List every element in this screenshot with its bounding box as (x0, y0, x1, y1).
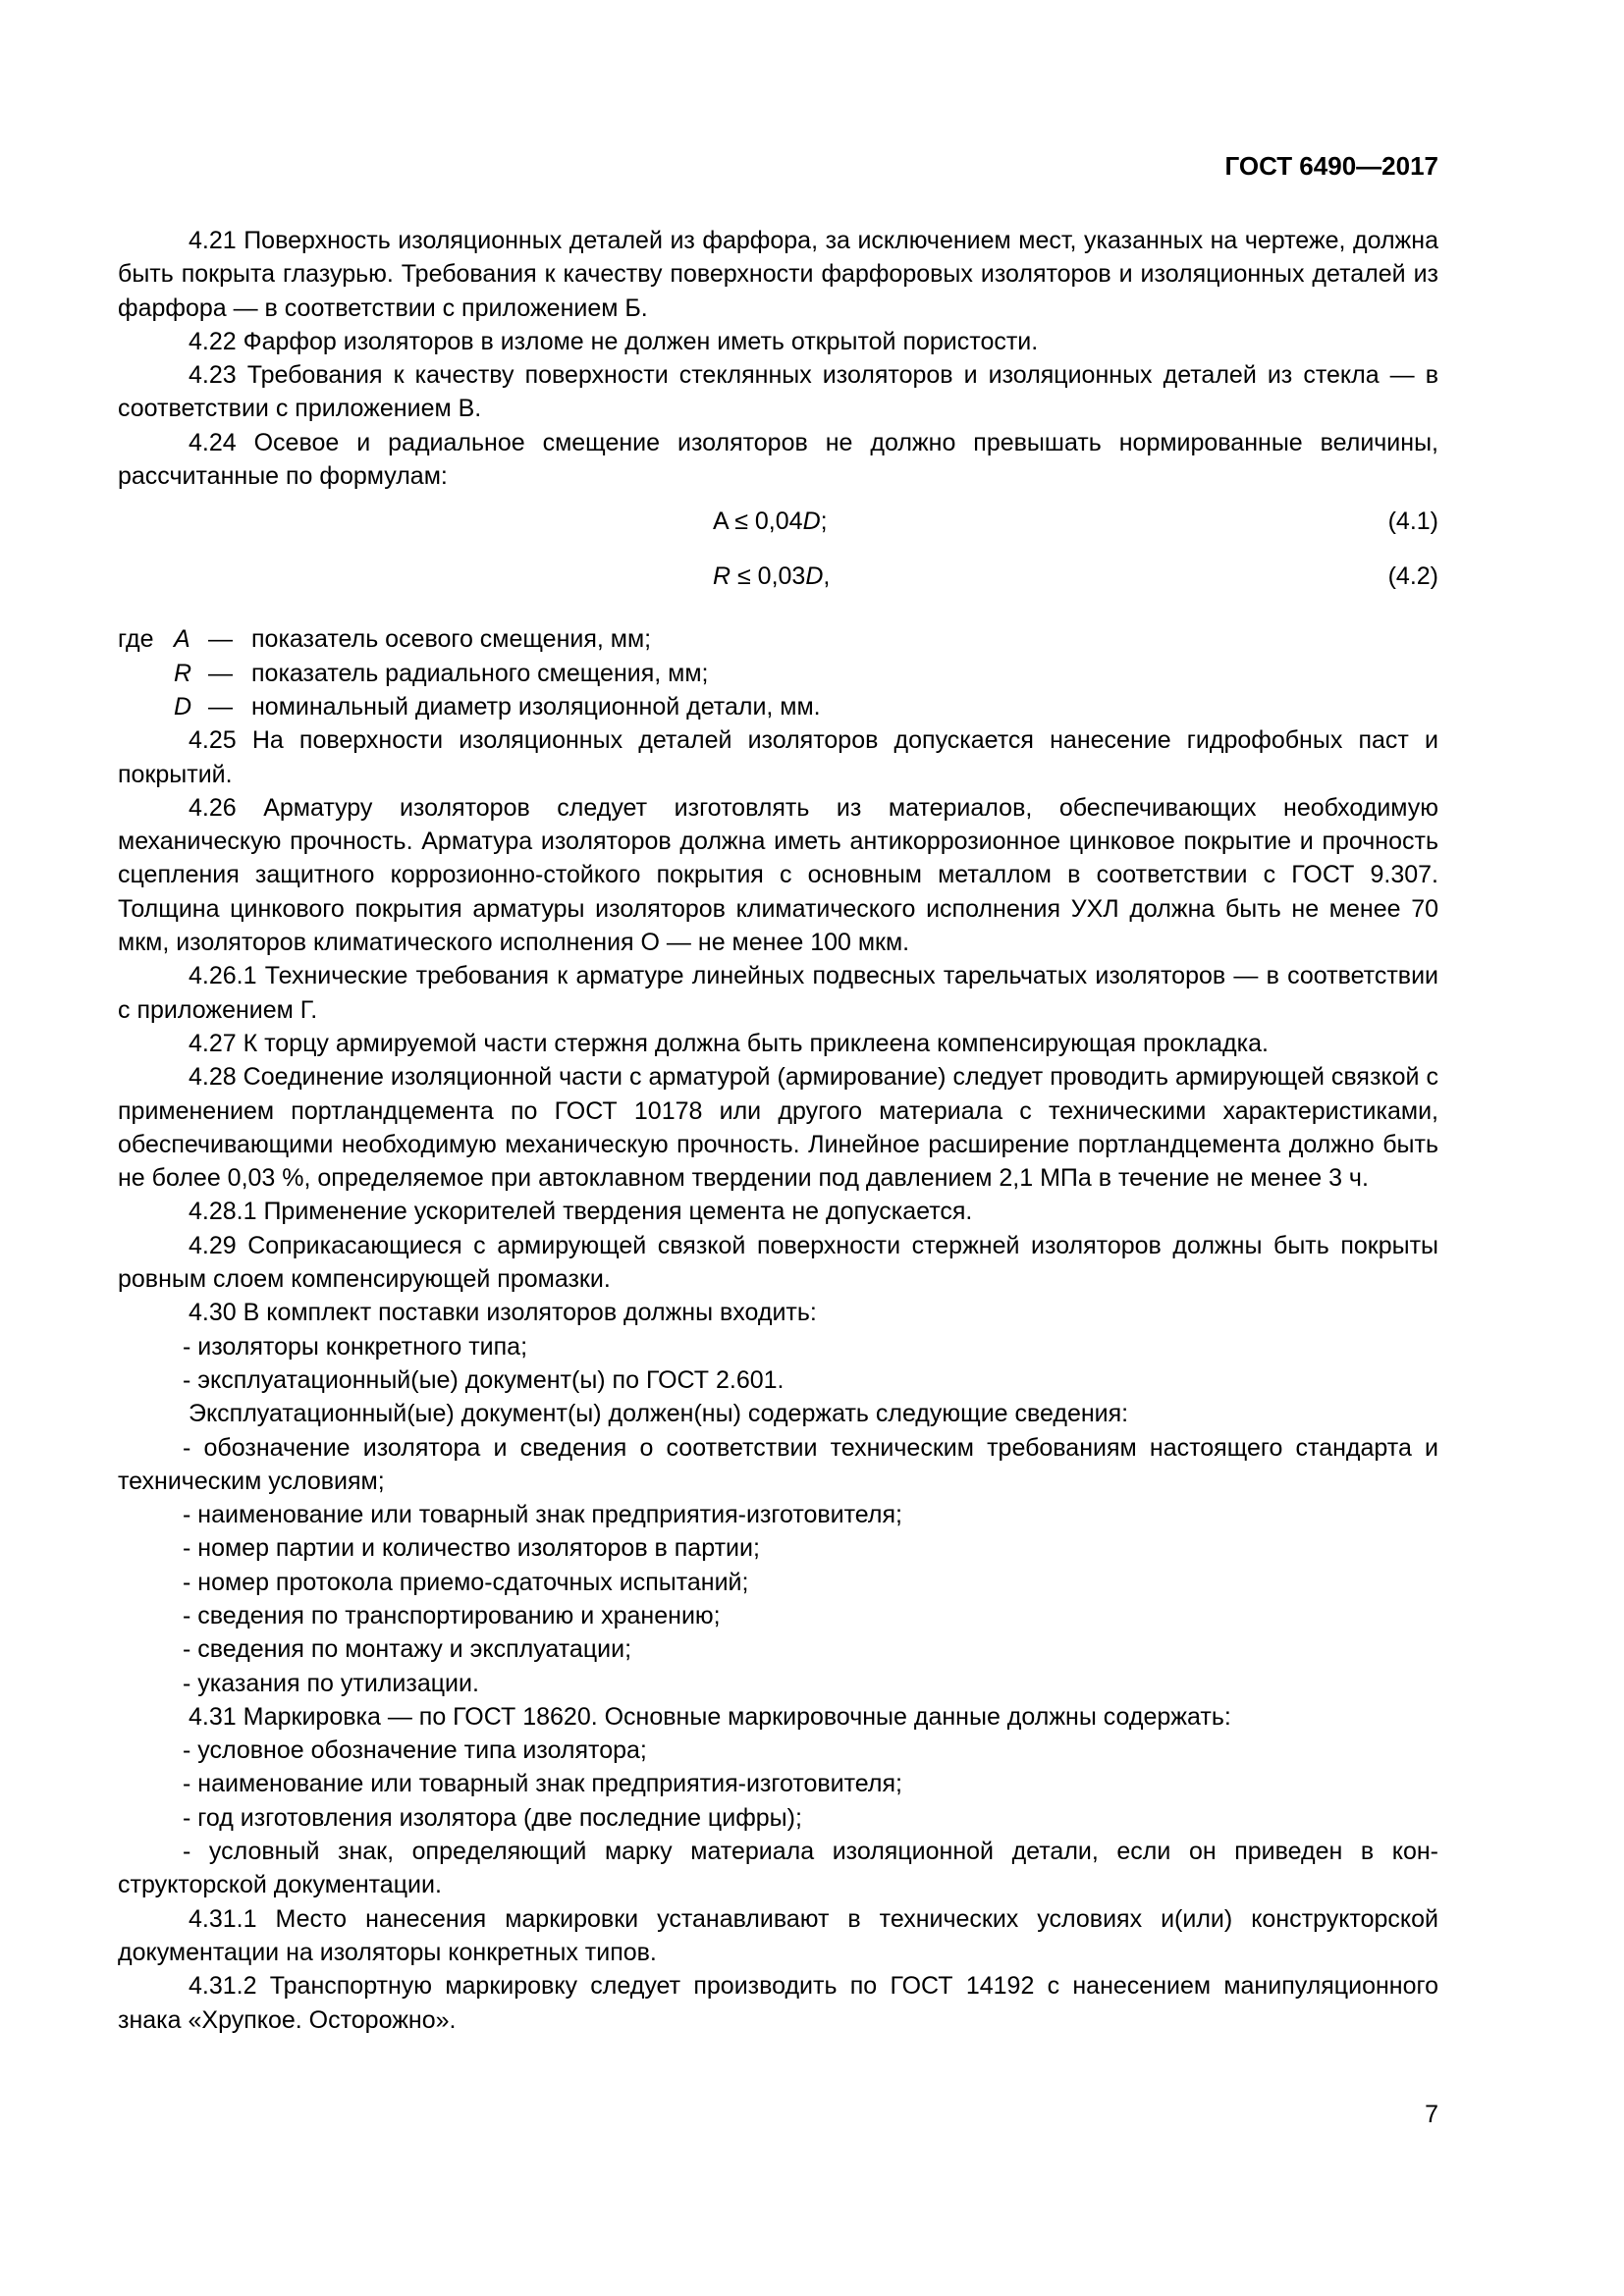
list-item: - наименование или товарный знак предприятия-изготовителя; (183, 1770, 902, 1798)
paragraph-4-22: 4.22 Фарфор изоляторов в изломе не должен иметь открытой пористости. (189, 327, 1039, 355)
where-dash: — (208, 659, 233, 687)
paragraph-4-31: 4.31 Маркировка — по ГОСТ 18620. Основные маркировочные данные должны содержать: (189, 1702, 1231, 1731)
where-description: номинальный диаметр изоляционной детали, мм. (251, 692, 821, 721)
list-item: - указания по утилизации. (183, 1669, 479, 1697)
list-item: - эксплуатационный(ые) документ(ы) по ГОСТ 2.601. (183, 1365, 785, 1394)
formula-expression: A ≤ 0,04D; (713, 507, 828, 536)
paragraph-4-28: 4.28 Соединение изоляционной части с арматурой (армирование) следует проводить армирующей связкой с применением портландцемента по ГОСТ 10178 или другого материала с техническими характеристиками, обеспечивающими необходимую механическую прочность. Линейное расширение портландцемента должно быть не более 0,03 %, определяемое при автоклавном твердении под давлением 2,1 МПа в течение не менее 3 ч. (118, 1063, 1438, 1193)
where-symbol: R (174, 659, 192, 687)
formula-4-2 (118, 556, 1438, 611)
where-description: показатель осевого смещения, мм; (251, 625, 652, 654)
formula-number: (4.2) (1387, 562, 1438, 591)
where-dash: — (208, 625, 233, 654)
list-item: - год изготовления изолятора (две последние цифры); (183, 1803, 802, 1832)
paragraph-4-26-1: 4.26.1 Технические требования к арматуре линейных подвесных тарельчатых изоляторов — в соответствии с приложением Г. (118, 962, 1438, 1024)
list-item: - условный знак, определяющий марку материала изоляционной детали, если он приведен в конструкторской документации. (118, 1838, 1438, 1899)
ops-docs-intro: Эксплуатационный(ые) документ(ы) должен(ны) содержать следующие сведения: (189, 1400, 1129, 1428)
list-item: - номер протокола приемо-сдаточных испытаний; (183, 1568, 749, 1596)
document-code-header: ГОСТ 6490—2017 (1224, 151, 1438, 181)
where-symbol: A (174, 625, 190, 654)
paragraph-4-31-2: 4.31.2 Транспортную маркировку следует производить по ГОСТ 14192 с нанесением манипуляционного знака «Хрупкое. Осторожно». (118, 1972, 1438, 2034)
page-body (118, 224, 1438, 2037)
list-item: - обозначение изолятора и сведения о соответствии техническим требованиям настоящего стандарта и техническим условиям; (118, 1433, 1438, 1495)
paragraph-4-28-1: 4.28.1 Применение ускорителей твердения цемента не допускается. (189, 1198, 973, 1226)
paragraph-4-25: 4.25 На поверхности изоляционных деталей изоляторов допускается нанесение гидрофобных паст и покрытий. (118, 726, 1438, 788)
where-item (118, 657, 1438, 690)
formula-4-1 (118, 501, 1438, 556)
where-description: показатель радиального смещения, мм; (251, 659, 709, 687)
list-item: - номер партии и количество изоляторов в партии; (183, 1534, 760, 1563)
paragraph-4-23: 4.23 Требования к качеству поверхности стеклянных изоляторов и изоляционных деталей из стекла — в соответствии с приложением В. (118, 361, 1438, 423)
where-symbol: D (174, 692, 192, 721)
paragraph-4-31-1: 4.31.1 Место нанесения маркировки устанавливают в технических условиях и(или) конструкторской документации на изоляторы конкретных типов. (118, 1904, 1438, 1966)
where-item (118, 690, 1438, 723)
paragraph-4-29: 4.29 Соприкасающиеся с армирующей связкой поверхности стержней изоляторов должны быть покрыты ровным слоем компенсирующей промазки. (118, 1231, 1438, 1294)
list-item: - сведения по транспортированию и хранению; (183, 1601, 721, 1629)
where-intro: где (118, 625, 154, 654)
list-item: - условное обозначение типа изолятора; (183, 1736, 647, 1765)
list-item: - изоляторы конкретного типа; (183, 1332, 528, 1361)
page-number: 7 (1425, 2101, 1438, 2128)
formula-number: (4.1) (1387, 507, 1438, 536)
list-item: - сведения по монтажу и эксплуатации; (183, 1635, 632, 1664)
paragraph-4-30: 4.30 В комплект поставки изоляторов должны входить: (189, 1299, 817, 1327)
list-item: - наименование или товарный знак предприятия-изготовителя; (183, 1501, 902, 1529)
paragraph-4-21: 4.21 Поверхность изоляционных деталей из фарфора, за исключением мест, указанных на чертеже, должна быть покрыта глазурью. Требования к качеству поверхности фарфоровых изоляторов и изоляционных деталей из фарфора — в соответствии с приложением Б. (118, 227, 1438, 322)
paragraph-4-27: 4.27 К торцу армируемой части стержня должна быть приклеена компенсирующая прокладка. (189, 1029, 1269, 1057)
formula-expression: R ≤ 0,03D, (713, 562, 831, 591)
where-item (118, 622, 1438, 656)
paragraph-4-26: 4.26 Арматуру изоляторов следует изготовлять из материалов, обеспечивающих необходимую механическую прочность. Арматура изоляторов должна иметь антикоррозионное цинковое покрытие и прочность сцепления защитного коррозионно-стойкого покрытия с основным металлом в соответствии с ГОСТ 9.307. Толщина цинкового покрытия арматуры изоляторов климатического исполнения УХЛ должна быть не менее 70 мкм, изоляторов климатического исполнения О — не менее 100 мкм. (118, 793, 1438, 957)
where-dash: — (208, 692, 233, 721)
paragraph-4-24: 4.24 Осевое и радиальное смещение изоляторов не должно превышать нормированные величины, рассчитанные по формулам: (118, 428, 1438, 491)
